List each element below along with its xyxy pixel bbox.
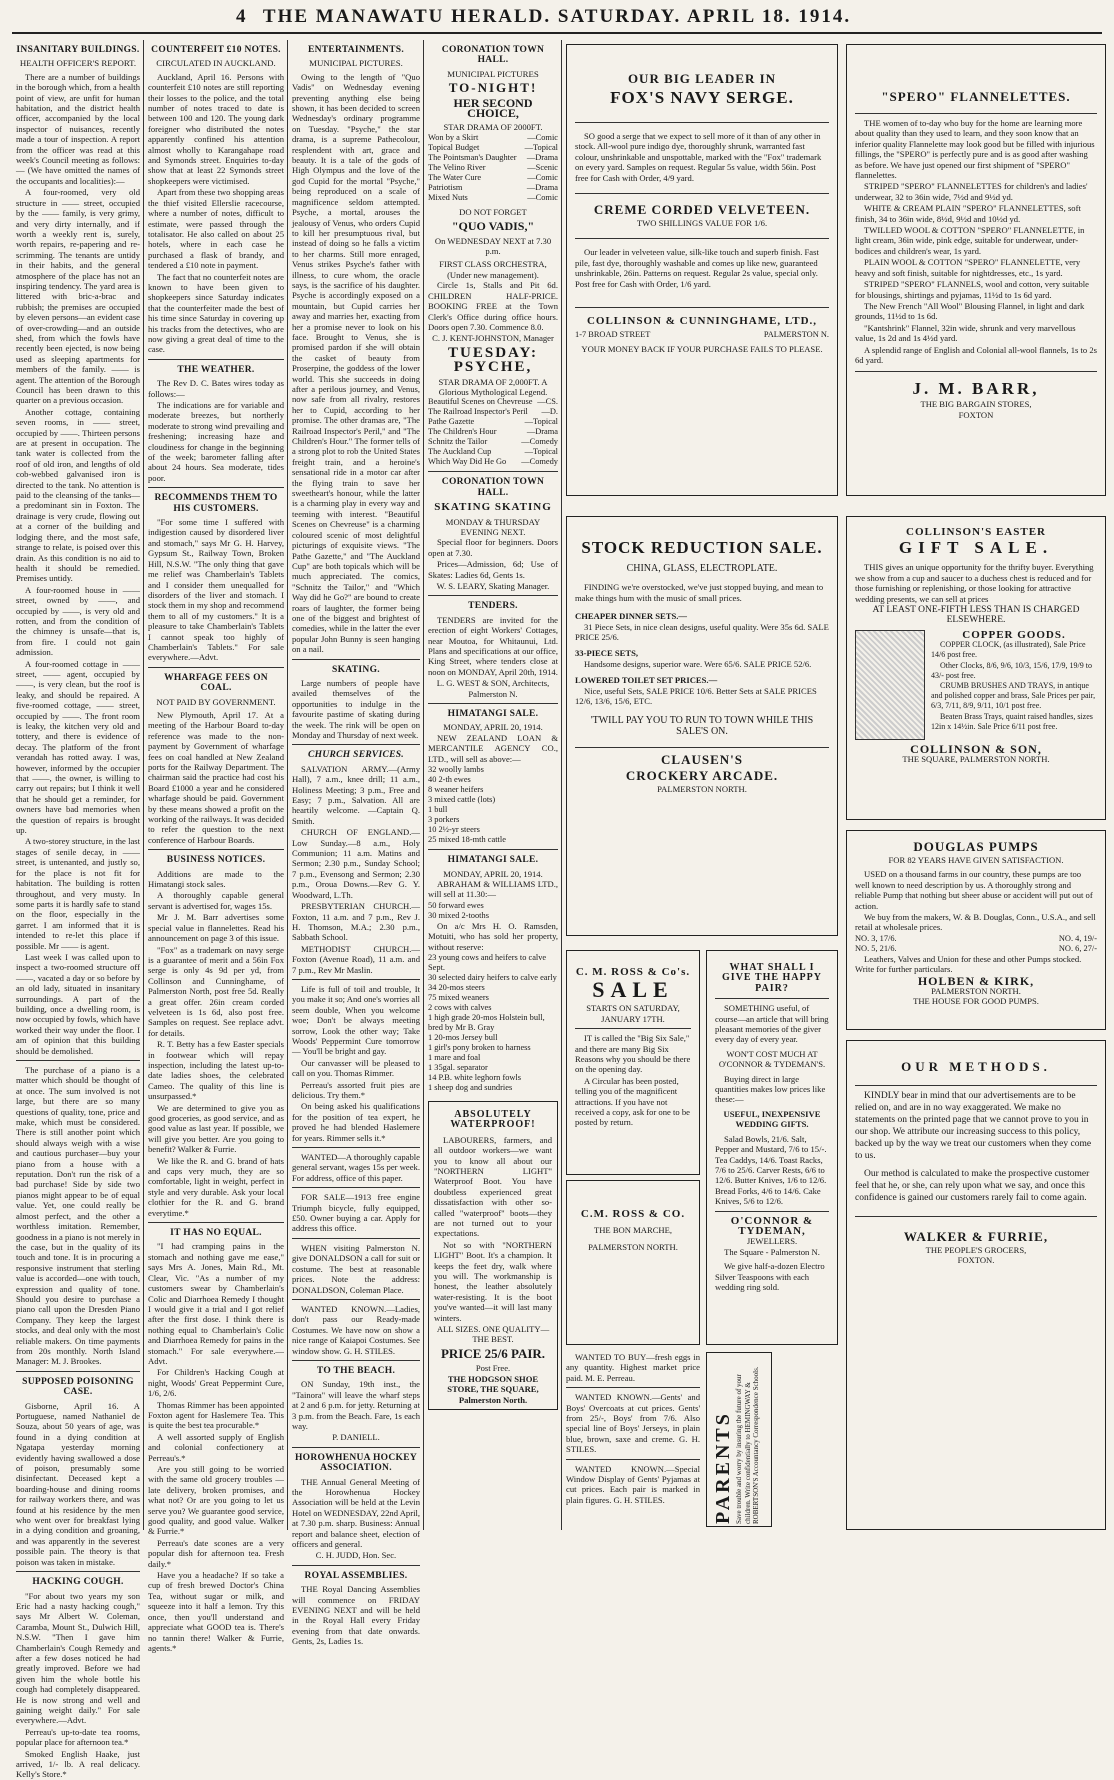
- notice-line: DO NOT FORGET: [459, 206, 527, 217]
- divider: [16, 1371, 140, 1372]
- ad-item: Beaten Brass Trays, quaint raised handles, sizes 12in x 14½in. Sale Price 6/11 post free.: [931, 711, 1093, 731]
- price-row: NO. 3, 17/6. NO. 4, 19/-: [855, 933, 1097, 943]
- ad-firm: HOLBEN & KIRK,: [917, 973, 1035, 988]
- article-paragraph: A four-roomed cottage in —— street, —— agent, occupied by ——, is very clean, but the roof is leaky, and should be repaired. A five-roomed cottage, —— street, occupied by ——. The front room is leaky, the kitchen very old and tottery, and there is evidence of decay. The platform of the front verandah has rotted away. I was, however, informed by the occupier that ——, the owner, is willing to carry out repairs; but I think it well that he should get a reminder, for owners have bad memories when the question of repairs is brought up.: [16, 658, 140, 836]
- divider: [575, 122, 829, 123]
- ad-subtitle: COPPER GOODS.: [962, 628, 1066, 641]
- ad-paragraph: Leathers, Valves and Union for these and other Pumps stocked. Write for further particulars.: [855, 953, 1082, 975]
- divider: [855, 371, 1097, 372]
- column-2: [148, 40, 284, 1653]
- ad-town: PALMERSTON NORTH.: [657, 784, 747, 795]
- ad-paragraph: Save trouble and worry by insuring the future of your children. Write confidentially to HEMINGWAY & ROBERTSON'S Accountancy Correspondence Schools.: [735, 1366, 760, 1524]
- article-paragraph: Perreau's assorted fruit pies are delicious. Try them.*: [292, 1079, 420, 1100]
- article-paragraph: Additions are made to the Himatangi stock sales.: [148, 868, 284, 890]
- church-service: METHODIST CHURCH.—Foxton (Avenue Road), 11 a.m. and 7 p.m., Rev Mr Maslin.: [292, 943, 420, 975]
- article-paragraph: A two-storey structure, in the last stages of senile decay, in —— street, is untenanted, and justly so, for the place is not fit for habitation. The building is rotten throughout, and very musty. In some parts it is hardly safe to stand on the floor, especially in the garret. I am informed that it is intended to re-let this place if possible. Mr —— is agent.: [16, 836, 140, 951]
- ad-title: PARENTS: [712, 1411, 734, 1524]
- ad-item: TWILLED WOOL & COTTON "SPERO" FLANNELETTE, in light cream, 36in wide, pink edge, suitable for underwear, under-bodices and children's wear, 1s yard.: [855, 225, 1085, 256]
- article-paragraph: Owing to the length of "Quo Vadis" on Wednesday evening preventing anything else being shown, it has been decided to screen Wednesday's ordinary programme on Tuesday. "Psyche," the star drama, is a supreme Pathecolour, resplendent with art, grace and beauty. It is a tale of the gods of High Olympus and the love of the god Cupid for the mortal "Psyche," being reproduced on a scale of magnificence seldom attempted. Psyche, a mortal, arouses the jealousy of Venus, who orders Cupid to kill her presumptuous rival, but instead of doing so he falls a victim to her charms. Still more enraged, Venus strikes Psyche's father with illness, to cure whom, the oracle says, is the sacrifice of his daughter. Psyche is accordingly exposed on a mountain, but Cupid carries her away and marries her, exacting from her a promise never to look on his face. Brought to Venus, she is promised pardon if she will obtain the casket of beauty from Proserpine, the goddess of the lower world. This she succeeds in doing after a perilous journey, and Venus, now safe from all rivalry, restores her to Cupid, according to her promise. The other dramas are, "The Railroad Inspector's Peril," and "The Children's Hour." The former tells of a strong plot to rob the United States freight train, and a heroine's sensational ride in a motor car after the flying train to save her sweetheart's honour, while the latter is a charming play in every way and teeming with interest. "Beautiful Scenes on Chevreuse" is a charming coloured scenic of most delightful picturings of exquisite views. "The Pathe Gazette," and "The Auckland Cup" are both topicals which will be much appreciated. The comics, "Schnitz the Tailor," and "Which Way did he Go?" are bound to create roars of laughter, the former being one of the biggest and brightest of comedies, while in the latter the ever popular John Bunny is seen hanging on a nail.: [292, 71, 420, 655]
- divider: [292, 659, 420, 660]
- divider: [428, 595, 558, 596]
- article-paragraph: The fact that no counterfeit notes are known to have been given to shopkeepers since Saturday indicates that the counterfeiter made the best of his time since Saturday in covering up his tracks from the detectives, who are now giving a great deal of time to the case.: [148, 271, 284, 355]
- ad-item: PLAIN WOOL & COTTON "SPERO" FLANNELETTE, very heavy and soft finish, suitable for nightdresses, etc., 1s yard.: [855, 257, 1081, 278]
- feature-caption: STAR DRAMA OF 2,000FT. A Glorious Mythological Legend.: [438, 376, 548, 397]
- ad-title: OUR METHODS.: [901, 1059, 1051, 1074]
- parents-vertical-ad: [706, 1352, 772, 1527]
- stock-item: 34 20-mos steers: [428, 982, 485, 992]
- ad-item: The New French "All Wool" Blousing Flannel, in light and dark grounds, 11½d to 1s 6d.: [855, 300, 1085, 322]
- article-paragraph: New Plymouth, April 17. At a meeting of the Harbour Board to-day reference was made to the non-payment by Government of wharfage fees on coal handled at New Zealand ports for the Railway Department. The chairman said the practice had cost his Board £1000 a year and he considered wharfage should be paid. Government by these means showed a profit on the working of the railways. It was decided to refer the question to the next conference of Harbour Boards.: [148, 709, 284, 845]
- article-paragraph: The indications are for variable and moderate breezes, but northerly moderate to strong wind prevailing and freshening; increasing haze and cloudiness for change in the beginning of the week; barometer falling after about 24 hours. Sea moderate, tides poor.: [148, 400, 284, 483]
- article-paragraph: "I had cramping pains in the stomach and nothing gave me ease," says Mrs A. Jones, Main Rd., Mt. Clear, Vic. "As a number of my customers swear by Chamberlain's Colic and Diarrhoea Remedy I thought I would give it a trial and I got relief after the first dose. I think there is nothing equal to Chamberlain's Colic and Diarrhoea Remedy for pains in the stomach." For sale everywhere.—Advt.: [148, 1241, 284, 1366]
- notice-paragraph: Prices—Admission, 6d; Use of Skates: Ladies 6d, Gents 1s.: [428, 559, 558, 580]
- ad-town: PALMERSTON NORTH.: [588, 1241, 678, 1252]
- stock-item: 75 mixed weaners: [428, 992, 489, 1002]
- programme-item: The Velino River —Scenic: [428, 162, 558, 172]
- article-paragraph: "For about two years my son Eric had a nasty hacking cough," says Mr Albert W. Coleman, Caramba, Mount St., Dulwich Hill, N.S.W. "Then I gave him Chamberlain's Cough Remedy and after a few doses noticed he had greatly improved. Before we had given him the whole bottle his cough had completely disappeared. He is now strong and well and gaining weight daily." For sale everywhere.—Advt.: [16, 1590, 140, 1726]
- article-paragraph: For Children's Hacking Cough at night, Woods' Great Peppermint Cure, 1/6, 2/6.: [148, 1367, 284, 1399]
- notice-heading: HIMATANGI SALE.: [447, 855, 539, 866]
- ad-item: WHITE & CREAM PLAIN "SPERO" FLANNELETTES, soft finish, 34 to 36in wide, 8½d, 9½d and 10½d yd.: [855, 203, 1081, 224]
- church-service: PRESBYTERIAN CHURCH.—Foxton, 11 a.m. and 7 p.m., Rev J. H. Thomson, M.A.; 2.30 p.m., Sabbath School.: [292, 901, 420, 943]
- article-paragraph: The purchase of a piano is a matter which should be thought of at once. The sum involved is not large, but there are so many questions of quality, tone, price and make, which must be considered. There is still another point which should always weigh with a wise and cautious purchaser—buy your piano from a house with a reputation. Don't run the risk of a bad purchase! Side by side two pianos might appear to be of equal value. Yet, one could really be almost perfect, and the other a worthless imitation. Remember, goodness in a piano is not merely in the case, but in the quality of its touch and tone. It is in procuring a responsive instrument that sterling value is accorded—one with touch, expression and quality of tone. Should you desire to purchase a piano call upon the Dresden Piano Company. They keep the largest stocks, and deal only with the most reliable makers. On time payments from 20s monthly. North Island Manager: M. J. Brookes.: [16, 1065, 140, 1367]
- article-paragraph: Our canvasser will be pleased to call on you. Thomas Rimmer.: [292, 1057, 420, 1079]
- ad-tagline: 'TWILL PAY YOU TO RUN TO TOWN WHILE THIS SALE'S ON.: [590, 715, 814, 737]
- our-methods-ad: [846, 1040, 1106, 1530]
- article-paragraph: Smoked English Haake, just arrived, 1/- lb. A real delicacy. Kelly's Store.*: [16, 1748, 140, 1780]
- ad-tagline: THE BIG BARGAIN STORES,: [920, 399, 1032, 410]
- notice-heading: ROYAL ASSEMBLIES.: [304, 1570, 408, 1581]
- notice-paragraph: NEW ZEALAND LOAN & MERCANTILE AGENCY CO., LTD., will sell as above:—: [428, 732, 558, 764]
- programme-list: [428, 397, 558, 467]
- ad-subtitle: THE BON MARCHE,: [593, 1225, 673, 1236]
- stock-item: 1 girl's pony broken to harness: [428, 1042, 531, 1052]
- stock-item: 1 20-mos Jersey bull: [428, 1032, 498, 1042]
- column-rule: [287, 40, 288, 1530]
- stock-item: 30 mixed 2-tooths: [428, 910, 489, 920]
- notice-paragraph: ABRAHAM & WILLIAMS LTD., will sell at 11.30:—: [428, 878, 558, 900]
- notice-line: MONDAY & THURSDAY EVENING NEXT.: [445, 516, 541, 537]
- ad-title: STOCK REDUCTION SALE.: [581, 538, 823, 557]
- ad-item-heading: LOWERED TOILET SET PRICES.—: [575, 675, 718, 686]
- notice-signature: W. S. LEARY, Skating Manager.: [436, 581, 550, 591]
- feature-title: PSYCHE,: [453, 359, 533, 376]
- divider: [292, 1447, 420, 1448]
- article-paragraph: "For some time I suffered with indigestion caused by disordered liver and stomach," says Mr G. H. Harvey, Gypsum St., Railway Town, Broken Hill, N.S.W. "The only thing that gave me relief was Chamberlain's Tablets and I consider them unequalled for disorders of the liver and stomach. I stock them in my shop and recommend them to all of my customers." It is a pleasure to take Chamberlain's Tablets I cannot speak too highly of Chamberlain's Tablets." For sale everywhere.—Advt.: [148, 517, 284, 663]
- stock-item: 1 high grade 20-mos Holstein bull, bred by Mr B. Gray: [428, 1012, 545, 1032]
- stock-item: 1 sheep dog and sundries: [428, 1082, 513, 1092]
- ad-item: STRIPED "SPERO" FLANNELETTES for children's and ladies' underwear, 32 to 36in wide, 7½d and 9½d yd.: [855, 181, 1088, 202]
- divider: [148, 667, 284, 668]
- stock-item: 25 mixed 18-mth cattle: [428, 835, 506, 845]
- article-heading: SUPPOSED POISONING CASE.: [22, 1376, 134, 1398]
- ad-highlight: AT LEAST ONE-FIFTH LESS THAN IS CHARGED ELSEWHERE.: [872, 605, 1080, 626]
- article-paragraph: Perreau's up-to-date tea rooms, popular place for afternoon tea.*: [16, 1726, 140, 1748]
- ad-subtitle: TWO SHILLINGS VALUE FOR 1/6.: [636, 218, 768, 229]
- programme-item: The Railroad Inspector's Peril —D.: [428, 407, 558, 417]
- notice-paragraph: TENDERS are invited for the erection of eight Workers' Cottages, near Moutoa, for Whitaunui, Ltd. Plans and specifications at our office, King Street, where tenders close at noon on MONDAY, April 20th, 1914.: [428, 614, 558, 677]
- article-paragraph: Mr J. M. Barr advertises some special value in flannelettes. Read his announcement on page 3 of this issue.: [148, 912, 284, 944]
- notice-signature: L. G. WEST & SON, Architects, Palmerston N.: [436, 678, 550, 699]
- masthead: [0, 6, 1114, 28]
- stock-item: 2 cows with calves: [428, 1002, 492, 1012]
- article-heading: COUNTERFEIT £10 NOTES.: [151, 45, 281, 55]
- ad-firm-line: CROCKERY ARCADE.: [625, 768, 779, 784]
- stock-item: 23 young cows and heifers to calve Sept.: [428, 952, 547, 972]
- ad-line: STARTS ON SATURDAY, JANUARY 17TH.: [586, 1003, 680, 1024]
- classified-ad: WANTED KNOWN.—Gents' and Boys' Overcoats at cut prices. Gents' from 25/-, Boys' from 7/6. Also special line of Boys' Jerseys, in plain blue, brown, saxe and creme. G. H. STILES.: [566, 1392, 700, 1455]
- notice-line: On WEDNESDAY NEXT at 7.30 p.m.: [434, 235, 552, 257]
- ad-firm: COLLINSON & CUNNINGHAME, LTD.,: [586, 315, 818, 328]
- programme-item: Which Way Did He Go —Comedy: [428, 457, 558, 467]
- article-subheading: NOT PAID BY GOVERNMENT.: [156, 696, 276, 707]
- wanted-ads: [566, 1352, 700, 1527]
- programme-item: Beautiful Scenes on Chevreuse —CS.: [428, 397, 558, 407]
- divider: [148, 849, 284, 850]
- stock-item: 3 porkers: [428, 815, 460, 825]
- divider: [575, 238, 829, 239]
- column-3: [292, 40, 420, 1647]
- divider: [292, 1187, 420, 1188]
- ad-firm: C.M. ROSS & CO.: [580, 1208, 686, 1220]
- divider: [16, 1060, 140, 1061]
- ad-item: Other Clocks, 8/6, 9/6, 10/3, 15/6, 17/9, 19/9 to 43/- post free.: [931, 660, 1092, 680]
- ad-subtitle: USEFUL, INEXPENSIVE WEDDING GIFTS.: [723, 1108, 821, 1130]
- stock-sale-ad: [566, 516, 838, 936]
- ad-lead: COLLINSON'S EASTER: [906, 526, 1046, 538]
- article-heading: WHARFAGE FEES ON COAL.: [164, 672, 268, 694]
- feature-title: "QUO VADIS,": [451, 219, 535, 234]
- article-paragraph: On being asked his qualifications for the position of tea expert, he proved he had blended Haslemere for years. Rimmer sells it.*: [292, 1101, 420, 1143]
- programme-item: Schnitz the Tailor —Comedy: [428, 437, 558, 447]
- divider: [292, 1238, 420, 1239]
- notice-signature: C. J. KENT-JOHNSTON, Manager: [432, 333, 554, 344]
- article-paragraph: Perreau's date scones are a very popular dish for afternoon tea. Fresh daily.*: [148, 1537, 284, 1569]
- notice-line: MONDAY, APRIL 20, 1914.: [443, 868, 543, 879]
- divider: [428, 703, 558, 704]
- notice-paragraph: On a/c Mrs H. O. Ramsden, Motuiti, who has sold her property, without reserve:: [428, 920, 558, 952]
- masthead-title: THE MANAWATU HERALD. SATURDAY. APRIL 18. 1914.: [262, 6, 852, 27]
- divider: [855, 1216, 1097, 1217]
- ad-town: FOXTON.: [957, 1255, 995, 1266]
- notice-signature: C. H. JUDD, Hon. Sec.: [315, 1550, 397, 1561]
- ad-firm: O'CONNOR & TYDEMAN,: [730, 1214, 814, 1237]
- ad-tagline: THE HOUSE FOR GOOD PUMPS.: [913, 996, 1039, 1007]
- vertical-ad-content: [711, 1357, 761, 1524]
- ad-paragraph: We buy from the makers, W. & B. Douglas, Conn., U.S.A., and sell retail at wholesale prices.: [855, 912, 1096, 933]
- classified-ad: WANTED—A thoroughly capable general servant, wages 15s per week. For address, office of this paper.: [292, 1152, 420, 1183]
- article-paragraph: Another cottage, containing seven rooms, in —— street, occupied by ——. Thirteen persons are at present in occupation. The tank water is collected from the roof of old iron, and lengths of old cob-webbed galvanised iron is directed to the tank. No attention is paid to the cleansing of the tanks—a predominant sin in Foxton. The drainage is very crude, flowing out at a corner of the building and lodging there, and the most safe, strange to relate, is poised over this drain. As this condition is no aid to health it should be remedied. Premises untidy.: [16, 406, 140, 584]
- article-heading: INSANITARY BUILDINGS.: [16, 45, 140, 55]
- article-paragraph: A four-roomed house in —— street, owned by ——, and occupied by ——, is very old and rotten, and from the condition of the chimney is unsafe—that is, from fire. I could not gain admission.: [16, 584, 140, 658]
- masthead-rule: [12, 32, 1102, 34]
- feature-title: SKATING SKATING: [434, 501, 552, 514]
- ad-title: ABSOLUTELY WATERPROOF!: [450, 1108, 536, 1131]
- ad-paragraph: Our method is calculated to make the prospective customer feel that he, or she, can rely upon what we say, and once this confidence is gained our customers rarely fail to come again.: [855, 1169, 1090, 1203]
- stock-item: 1 35gal. separator: [428, 1062, 488, 1072]
- article-paragraph: Gisborne, April 16. A Portuguese, named Nathaniel de Souza, about 50 years of age, was found in a dying condition at Ngatapa yesterday morning evidently having swallowed a dose of poison, presumably some disinfectant. Deceased kept a boarding-house and dining rooms for railway workers there, and was found at his residence by the men who went over for breakfast lying in a dying condition and groaning, and was apparently in the severest possible pain. The theory is that poison was taken in mistake.: [16, 1400, 140, 1567]
- programme-item: Topical Budget —Topical: [428, 142, 558, 152]
- divider: [575, 307, 829, 308]
- article-paragraph: Have you a headache? If so take a cup of fresh brewed Doctor's China Tea, without sugar or milk, and squeeze into it half a lemon. Try this once, then you'll understand and appreciate what GOOD tea is. There's no tannin there! Walker & Furrie, agents.*: [148, 1570, 284, 1653]
- ad-paragraph: SO good a serge that we expect to sell more of it than of any other in stock. All-wool pure indigo dye, thoroughly shrunk, warranted fast colour, unshrinkable and unspottable, marked with the "Fox" trademark on every yard. Samples on request. Regular 5s value, width 56in. Post free for Cash with Order, 4/9 yard.: [575, 131, 822, 183]
- divider: [148, 487, 284, 488]
- divider: [16, 1571, 140, 1572]
- stock-item: 14 P.B. white leghorn fowls: [428, 1072, 522, 1082]
- divider: [855, 1085, 1097, 1086]
- article-paragraph: A well assorted supply of English and colonial confectionery at Perreau's.*: [148, 1431, 284, 1463]
- article-heading: ENTERTAINMENTS.: [307, 45, 405, 55]
- ad-item: STRIPED "SPERO" FLANNELS, wool and cotton, very suitable for blousings, shirtings and pyjamas, 11½d to 1s 6d yard.: [855, 279, 1089, 300]
- programme-item: The Auckland Cup —Topical: [428, 447, 558, 457]
- ad-lead: OUR BIG LEADER IN: [627, 71, 777, 86]
- feature-title: TUESDAY:: [448, 344, 538, 361]
- article-heading: IT HAS NO EQUAL.: [170, 1228, 262, 1239]
- article-heading: HACKING COUGH.: [32, 1577, 124, 1588]
- notice-paragraph: THE Royal Dancing Assemblies will commence on FRIDAY EVENING NEXT and will be held in the Royal Hall every Friday evening from that date onwards. Gents, 2s, Ladies 1s.: [292, 1584, 420, 1647]
- notice-heading: HIMATANGI SALE.: [447, 709, 539, 720]
- ad-paragraph: LABOURERS, farmers, and all outdoor workers—we want you to know all about our "NORTHERN LIGHT" Waterproof Boot. You have doubtless experienced great dissatisfaction with other so-called "waterproof" boots—they are not turned out to your expectations.: [434, 1134, 552, 1239]
- article-paragraph: Thomas Rimmer has been appointed Foxton agent for Haslemere Tea. This is quite the best tea procurable.*: [148, 1399, 284, 1431]
- notice-line: FIRST CLASS ORCHESTRA, (Under new management).: [439, 259, 547, 280]
- ad-line: Post Free.: [475, 1363, 511, 1374]
- article-paragraph: Apart from these two shopping areas the thief visited Ellerslie racecourse, where a number of notes, difficult to estimate, were passed through the totalisator. He also called on about 25 hotels, where in each case he purchased a flask of brandy, and tendered a £10 note in payment.: [148, 187, 284, 271]
- ad-title: WHAT SHALL I GIVE THE HAPPY PAIR?: [722, 962, 822, 994]
- classified-ad: WHEN visiting Palmerston N. give DONALDSON a call for suit or costume. The best at reasonable prices. Note the address: DONALDSON, Coleman Place.: [292, 1242, 420, 1295]
- ad-title: CREME CORDED VELVETEEN.: [593, 202, 811, 218]
- ad-paragraph: KINDLY bear in mind that our advertisements are to be relied on, and are in no way exaggerated. We make no statements on the printed page that we cannot prove to you in our shop. We attribute our increasing success to this policy, backed up by the way we treat our customers when they come to us.: [855, 1091, 1092, 1161]
- church-service: CHURCH OF ENGLAND.—Low Sunday.—8 a.m., Holy Communion; 11 a.m. Matins and Sermon; 2.30 p.m., Sunday School; 7 p.m., Evensong and Sermon; 2.30 p.m., Oroua Downs.—Rev G. Y. Woodward, L.Th.: [292, 827, 420, 900]
- ad-line: ALL SIZES. ONE QUALITY—THE BEST.: [436, 1324, 550, 1345]
- divider: [428, 471, 558, 472]
- article-paragraph: The Rev D. C. Bates wires today as follows:—: [148, 378, 284, 399]
- notice-heading: HOROWHENUA HOCKEY ASSOCIATION.: [294, 1452, 417, 1474]
- notice-heading: TENDERS.: [468, 601, 518, 612]
- divider: [575, 747, 829, 748]
- divider: [292, 1360, 420, 1361]
- ad-firm: COLLINSON & SON,: [910, 741, 1042, 756]
- ad-town: FOXTON: [958, 409, 994, 420]
- ad-item: Nice, useful Sets, SALE PRICE 10/6. Better Sets at SALE PRICES 12/6, 13/6, 15/6, ETC.: [575, 685, 817, 707]
- ad-item: 31 Piece Sets, in nice clean designs, useful quality. Were 35s 6d. SALE PRICE 25/6.: [575, 621, 829, 643]
- article-heading: SKATING.: [332, 664, 380, 675]
- ad-item-heading: 33-PIECE SETS,: [575, 648, 639, 659]
- ad-item: Handsome designs, superior ware. Were 65/6. SALE PRICE 52/6.: [584, 658, 812, 669]
- programme-item: Won by a Skirt —Comic: [428, 132, 558, 142]
- ad-address: The Square - Palmerston N.: [724, 1246, 820, 1257]
- waterproof-ad: [428, 1101, 558, 1410]
- column-rule: [561, 40, 562, 1530]
- classified-ad: FOR SALE—1913 free engine Triumph bicycle, fully equipped, £50. Owner buying a car. Apply for address this office.: [292, 1192, 420, 1234]
- classified-ad: WANTED TO BUY—fresh eggs in any quantity. Highest market price paid. M. E. Perreau.: [566, 1352, 700, 1383]
- easter-sale-ad: [846, 516, 1106, 820]
- article-paragraph: There are a number of buildings in the borough which, from a health point of view, are unfit for human habitation, and the district health officer, accompanied by the local inspector of nuisances, recently made a tour of inspection. A report from the officer was read at this week's Council meeting as follows:— (We have omitted the names of the occupants and localities):—: [16, 71, 140, 186]
- notice-paragraph: Special floor for beginners. Doors open at 7.30.: [428, 537, 558, 558]
- programme-item: Mixed Nuts —Comic: [428, 192, 558, 202]
- notice-paragraph: THE Annual General Meeting of the Horowhenua Hockey Association will be held at the Levin Hotel on WEDNESDAY, 22nd April, at 7.30 p.m. sharp. Business: Annual report and balance sheet, election of officers and general.: [292, 1476, 420, 1550]
- ad-title: GIFT SALE.: [898, 538, 1054, 558]
- ad-item: A splendid range of English and Colonial all-wool flannels, 1s to 2s 6d yard.: [855, 344, 1097, 365]
- ad-title: DOUGLAS PUMPS: [913, 839, 1039, 854]
- ad-paragraph: SOMETHING useful, of course—an article that will bring pleasant memories of the giver every day of every year.: [715, 1003, 829, 1045]
- stock-item: 3 mixed cattle (lots): [428, 795, 496, 805]
- divider: [292, 979, 420, 980]
- ad-firm: WALKER & FURRIE,: [903, 1229, 1049, 1244]
- ad-firm: J. M. BARR,: [912, 379, 1040, 399]
- ad-paragraph: Our leader in velveteen value, silk-like touch and superb finish. Fast pile, fast dye, thoroughly washable and comes up like new, guaranteed unshrinkable, 26in. Patterns on request. Regular 2s value, special only. Post free for Cash with Order, 1/6 yard.: [575, 247, 819, 289]
- stock-item: 1 bull: [428, 805, 448, 815]
- wedding-gifts-ad: [706, 950, 838, 1345]
- ad-paragraph: IT is called the "Big Six Sale," and there are many Big Six Reasons why you should be there on the opening day.: [575, 1033, 691, 1075]
- classified-ad: WANTED KNOWN.—Special Window Display of Gents' Pyjamas at cut prices. Each pair is marked in plain figures. G. H. STILES.: [566, 1463, 700, 1505]
- ad-guarantee: YOUR MONEY BACK IF YOUR PURCHASE FAILS TO PLEASE.: [581, 344, 823, 355]
- spero-ad: [846, 44, 1106, 496]
- ad-paragraph: Not so with "NORTHERN LIGHT" Boot. It's a champion. It keeps the feet dry, walk where you will. The workmanship is honest, the leather absolutely water-resisting. It is the boot you've wanted—it will last many winters.: [434, 1239, 552, 1323]
- article-paragraph: "Fox" as a trademark on navy serge is a guarantee of merit and a 56in Fox serge is only 4s 9d per yd, from Collinson and Cunninghame, of Palmerston North, post free 5d. Really a great offer. 26in cream corded velveteen is 1s 6d, also post free. Samples on request. See replace advt. for details.: [148, 944, 284, 1038]
- ad-firm: CLAUSEN'S: [661, 752, 743, 768]
- ad-item: "Kantshrink" Flannel, 32in wide, shrunk and very marvellous value, 1s 2d and 1s 4½d yard.: [855, 322, 1076, 344]
- article-subheading: CIRCULATED IN AUCKLAND.: [156, 58, 276, 69]
- divider: [566, 1387, 700, 1388]
- ad-firm: THE HODGSON SHOE STORE, THE SQUARE, Palmerston North.: [447, 1373, 539, 1405]
- tonight-banner: TO-NIGHT!: [448, 80, 538, 96]
- article-paragraph: Are you still going to be worried with the same old grocery troubles —late delivery, broken promises, and what not? Or are you going to let us serve you? We guarantee good service, good quality, and good value. Walker & Furrie.*: [148, 1464, 284, 1537]
- ad-item: COPPER CLOCK, (as illustrated), Sale Price 14/6 post free.: [931, 640, 1086, 660]
- article-paragraph: R. T. Betty has a few Easter specials in footwear which will repay inspection, including the latest up-to-date ladies shoes, the celebrated Cameo. The quality of this line is unsurpassed.*: [148, 1039, 284, 1102]
- article-paragraph: Auckland, April 16. Persons with counterfeit £10 notes are still reporting their losses to the police, and the total number of notes traced to date is between 100 and 120. The young dark foreigner who distributed the notes apparently confined his attention almost wholly to Karangahape road and Symonds street. Enquiries to-day show that at least 22 Symonds street shopkeepers were victimised.: [148, 71, 284, 186]
- divider: [148, 1222, 284, 1223]
- price-row: NO. 5, 21/6. NO. 6, 27/-: [855, 943, 1097, 953]
- ad-subtitle: THE PEOPLE'S GROCERS,: [925, 1245, 1027, 1255]
- divider: [428, 849, 558, 850]
- page-number: 4: [236, 6, 248, 27]
- article-paragraph: A four-roomed, very old structure in —— street, occupied by the —— family, is very grimy, and very dirty internally, and if worth a weekly rent is, surely, worth repairs, re-papering and re-scrimming. The tenants are untidy in their habits, and the general atmosphere of the place has not an inspiring tendency. The yard area is littered with bric-a-brac and rubbish; the premises are occupied by eleven persons—an evident case of over-crowding—and an outside shed, from which the fowls have recently been ejected, is now being used as sleeping apartments for members of the family. —— is agent. The attention of the Borough Council has been drawn to this quarter on a previous occasion.: [16, 187, 140, 406]
- programme-item: The Water Cure —Comic: [428, 172, 558, 182]
- fox-serge-ad: [566, 44, 838, 496]
- poem: Life is full of toil and trouble, It you make it so; And one's worries all seem double, When you welcome woe; Don't be always meeting sorrow, Look the other way; Take Woods' Peppermint Cure tomorrow— You'll be bright and gay.: [292, 983, 420, 1057]
- divider: [292, 744, 420, 745]
- programme-item: Pathe Gazette —Topical: [428, 417, 558, 427]
- ad-address: 1-7 BROAD STREET PALMERSTON N.: [575, 330, 829, 340]
- stock-item: 10 2½-yr steers: [428, 825, 480, 835]
- ross-sale-ad: [566, 950, 700, 1175]
- ad-line: WON'T COST MUCH AT O'CONNOR & TYDEMAN'S.: [718, 1048, 826, 1070]
- feature-title: HER SECOND CHOICE,: [453, 95, 533, 121]
- programme-item: The Pointsman's Daughter —Drama: [428, 152, 558, 162]
- ad-paragraph: THIS gives an unique opportunity for the thrifty buyer. Everything we show from a cup and saucer to a duchess chest is reduced and for those furnishing or replenishing, or those looking for attractive wedding presents, we can sell at prices: [855, 562, 1094, 604]
- divider: [566, 1459, 700, 1460]
- article-paragraph: Large numbers of people have availed themselves of the opportunities to indulge in the favourite pastime of skating during the week. The rink will be open on Monday and Thursday of next week.: [292, 677, 420, 740]
- column-rule: [143, 40, 144, 1530]
- ad-trade: JEWELLERS.: [746, 1236, 798, 1247]
- notice-heading: CORONATION TOWN HALL.: [441, 45, 545, 66]
- ad-paragraph: We give half-a-dozen Electro Silver Teaspoons with each wedding ring sold.: [715, 1261, 825, 1292]
- notice-subheading: MUNICIPAL PICTURES: [447, 68, 539, 79]
- notice-heading: CORONATION TOWN HALL.: [441, 477, 545, 498]
- article-paragraph: We like the R. and G. brand of hats and caps very much, they are so comfortable, light in weight, perfect in style and very durable. Ask your local clothier for the R. and G. brand everytime.*: [148, 1155, 284, 1218]
- stock-item: 40 2-th ewes: [428, 775, 471, 785]
- divider: [292, 1147, 420, 1148]
- article-subheading: HEALTH OFFICER'S REPORT.: [19, 58, 137, 69]
- divider: [292, 1299, 420, 1300]
- church-service: SALVATION ARMY.—(Army Hall), 7 a.m., knee drill; 11 a.m., Holiness Meeting; 3 p.m., Free and Easy; 7 p.m., Salvation. All are heartily welcome. —Captain Q. Smith.: [292, 763, 420, 826]
- ad-paragraph: A Circular has been posted, telling you of the magnificent attractions. If you have not received a copy, ask for one to be posted by return.: [575, 1075, 690, 1128]
- ad-title: "SPERO" FLANNELETTES.: [881, 89, 1071, 104]
- ad-paragraph: USED on a thousand farms in our country, these pumps are too well known to need description by us. A thoroughly strong and reliable Pump that nothing but sheer abuse or accident will put out of action.: [855, 869, 1093, 911]
- column-1: [16, 40, 140, 1780]
- divider: [715, 998, 829, 999]
- divider: [855, 113, 1097, 114]
- ad-firm: C. M. ROSS & Co's.: [575, 966, 691, 978]
- ad-paragraph: Buying direct in large quantities makes low prices like these:—: [715, 1073, 826, 1105]
- programme-item: The Children's Hour —Drama: [428, 427, 558, 437]
- divider: [575, 193, 829, 194]
- ad-subtitle: CHINA, GLASS, ELECTROPLATE.: [626, 563, 778, 574]
- column-4: [428, 40, 558, 1530]
- ross-bon-marche-ad: [566, 1180, 700, 1345]
- article-heading: RECOMMENDS THEM TO HIS CUSTOMERS.: [154, 493, 278, 514]
- programme-item: Patriotism —Drama: [428, 182, 558, 192]
- stock-item: 30 selected dairy heifers to calve early: [428, 972, 557, 982]
- ad-price: PRICE 25/6 PAIR.: [440, 1345, 546, 1361]
- divider: [292, 1565, 420, 1566]
- ad-title: FOX'S NAVY SERGE.: [610, 88, 794, 107]
- notice-paragraph: ON Sunday, 19th inst., the "Tainora" will leave the wharf steps at 2 and 6 p.m. for jetty. Returning at 3 p.m. from the Beach. Fare, 1s each way.: [292, 1379, 420, 1431]
- notice-signature: P. DANIELL.: [332, 1432, 380, 1443]
- article-heading: BUSINESS NOTICES.: [166, 855, 266, 866]
- article-heading: CHURCH SERVICES.: [308, 750, 404, 761]
- classified-ad: WANTED KNOWN.—Ladies, don't pass our Ready-made Costumes. We have now on show a nice range of Kaiapoi Costumes. See window show. G. H. STILES.: [292, 1303, 420, 1356]
- notice-heading: TO THE BEACH.: [316, 1365, 396, 1376]
- ad-paragraph: THE women of to-day who buy for the home are learning more about quality than they used to learn, and they soon know that an inferior quality Flannelette may look good but be filled with injurious fillings, the "SPERO" is perfectly pure and is as good after washing as before. We have just opened our first shipment of "SPERO" flannelettes.: [855, 118, 1095, 181]
- copper-clock-illustration: [855, 630, 925, 740]
- article-heading: THE WEATHER.: [177, 364, 255, 375]
- feature-caption: STAR DRAMA OF 2000FT.: [443, 122, 543, 133]
- stock-item: 1 mare and foal: [428, 1052, 481, 1062]
- notice-paragraph: Circle 1s, Stalls and Pit 6d. CHILDREN HALF-PRICE. BOOKING FREE at the Town Clerk's Office during office hours. Doors open 7.30. Commence 8.0.: [428, 280, 558, 332]
- article-subheading: MUNICIPAL PICTURES.: [309, 58, 403, 69]
- ad-item: Salad Bowls, 21/6. Salt, Pepper and Mustard, 7/6 to 15/-. Tea Caddys, 14/6. Toast Racks, 7/6 to 25/6. Carver Rests, 6/6 to 12/6. Butter Knives, 1/6 to 12/6. Bread Forks, 4/6 to 14/6. Cake Knives, 5/6 to 12/6.: [715, 1133, 827, 1207]
- programme-list: [428, 133, 558, 203]
- divider: [575, 1028, 691, 1029]
- ad-item: CRUMB BRUSHES AND TRAYS, in antique and polished copper and brass, Sale Prices per pair, 6/3, 7/11, 8/9, 9/11, 10/1 post free.: [931, 681, 1096, 711]
- ad-item-heading: CHEAPER DINNER SETS.—: [575, 611, 687, 622]
- stock-item: 32 woolly lambs: [428, 765, 484, 775]
- ad-town: PALMERSTON NORTH.: [931, 986, 1021, 997]
- ad-subtitle: FOR 82 YEARS HAVE GIVEN SATISFACTION.: [888, 855, 1064, 865]
- ad-title: SALE: [592, 977, 674, 1003]
- stock-item: 8 weaner heifers: [428, 785, 484, 795]
- divider: [148, 359, 284, 360]
- column-rule: [423, 40, 424, 1530]
- ad-paragraph: FINDING we're overstocked, we've just stopped buying, and mean to make things hum with the music of small prices.: [575, 582, 824, 603]
- article-paragraph: Last week I was called upon to inspect a two-roomed structure off ——, vacated a day or so before by an old lady, situated in insanitary surroundings. A part of the building, once a dwelling room, is now occupied by fowls, which have worked their way under the floor. I am of opinion that this building should be demolished.: [16, 951, 140, 1056]
- stock-item: 50 forward ewes: [428, 900, 484, 910]
- divider: [715, 1211, 829, 1212]
- article-paragraph: We are determined to give you as good groceries, as good service, and as good value as last year. If possible, we will give you better. Are you going to benefit? Walker & Furrie.: [148, 1102, 284, 1155]
- douglas-pumps-ad: [846, 830, 1106, 1030]
- notice-line: MONDAY, APRIL 20, 1914.: [443, 722, 543, 733]
- article-paragraph: A thoroughly capable general servant is advertised for, wages 15s.: [148, 890, 284, 911]
- ad-address: THE SQUARE, PALMERSTON NORTH.: [902, 754, 1050, 765]
